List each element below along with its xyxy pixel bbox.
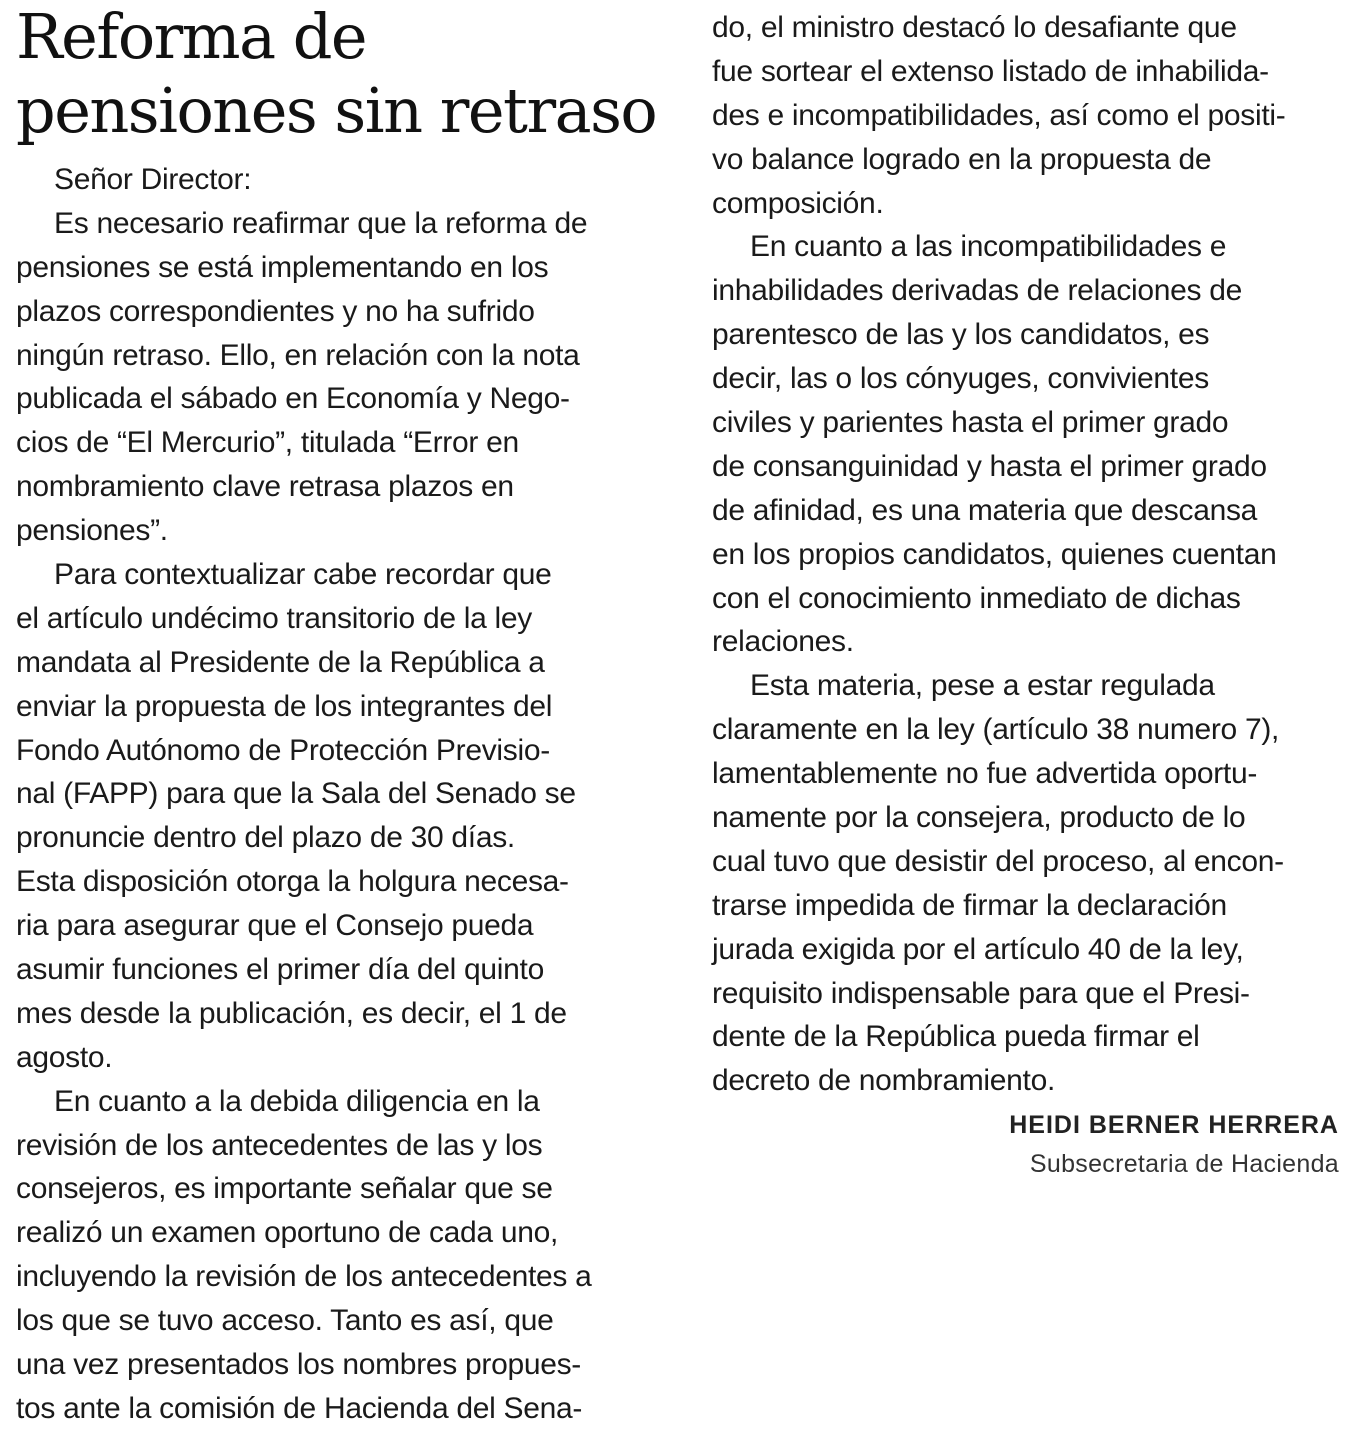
author-name: HEIDI BERNER HERRERA — [1009, 1111, 1339, 1139]
text-line: fue sortear el extenso listado de inhabilida- — [712, 54, 1269, 88]
text-line: plazos correspondientes y no ha sufrido — [16, 294, 535, 328]
text-line: cual tuvo que desistir del proceso, al encon- — [712, 844, 1284, 878]
text-line: mandata al Presidente de la República a — [16, 645, 545, 679]
left-column — [16, 158, 656, 1431]
text-line: pensiones se está implementando en los — [16, 250, 549, 284]
text-line: cios de “El Mercurio”, titulada “Error en — [16, 426, 519, 460]
text-line: trarse impedida de firmar la declaración — [712, 888, 1227, 922]
text-line: vo balance logrado en la propuesta de — [712, 142, 1212, 176]
right-column — [712, 6, 1352, 1103]
text-line: Señor Director: — [54, 163, 252, 196]
text-line: agosto. — [16, 1040, 113, 1074]
text-line: ria para asegurar que el Consejo pueda — [16, 909, 534, 943]
text-line: decir, las o los cónyuges, convivientes — [712, 362, 1209, 396]
text-line: Para contextualizar cabe recordar que — [54, 558, 552, 592]
headline-line: pensiones sin retraso — [16, 74, 657, 147]
text-line: publicada el sábado en Economía y Nego- — [16, 382, 570, 416]
text-line: parentesco de las y los candidatos, es — [712, 318, 1210, 352]
text-line: En cuanto a las incompatibilidades e — [750, 230, 1227, 264]
text-line: requisito indispensable para que el Presi- — [712, 976, 1250, 1010]
text-line: revisión de los antecedentes de las y los — [16, 1128, 543, 1162]
text-line: composición. — [712, 186, 884, 220]
text-line: des e incompatibilidades, así como el positi- — [712, 98, 1286, 132]
text-line: decreto de nombramiento. — [712, 1064, 1056, 1098]
author-title: Subsecretaria de Hacienda — [1029, 1150, 1339, 1178]
signature-block — [1009, 1106, 1339, 1184]
text-line: mes desde la publicación, es decir, el 1 de — [16, 996, 567, 1030]
text-line: en los propios candidatos, quienes cuentan — [712, 537, 1277, 571]
text-line: civiles y parientes hasta el primer grado — [712, 406, 1229, 440]
text-line: relaciones. — [712, 625, 854, 659]
text-line: de consanguinidad y hasta el primer grado — [712, 449, 1267, 483]
text-line: do, el ministro destacó lo desafiante que — [712, 11, 1237, 44]
text-line: enviar la propuesta de los integrantes del — [16, 689, 553, 723]
text-line: incluyendo la revisión de los antecedentes a — [16, 1260, 592, 1294]
text-line: lamentablemente no fue advertida oportu- — [712, 757, 1258, 791]
text-line: jurada exigida por el artículo 40 de la ley, — [712, 932, 1244, 966]
text-line: claramente en la ley (artículo 38 numero 7), — [712, 713, 1280, 747]
text-line: Es necesario reafirmar que la reforma de — [54, 206, 588, 240]
text-line: los que se tuvo acceso. Tanto es así, que — [16, 1304, 554, 1338]
text-line: tos ante la comisión de Hacienda del Sena- — [16, 1391, 583, 1425]
text-line: dente de la República pueda firmar el — [712, 1020, 1200, 1054]
text-line: con el conocimiento inmediato de dichas — [712, 581, 1241, 615]
text-line: Esta disposición otorga la holgura necesa- — [16, 865, 569, 899]
text-line: pronuncie dentro del plazo de 30 días. — [16, 821, 515, 855]
text-line: ningún retraso. Ello, en relación con la nota — [16, 338, 580, 372]
text-line: una vez presentados los nombres propues- — [16, 1348, 582, 1382]
text-line: Fondo Autónomo de Protección Previsio- — [16, 733, 550, 767]
text-line: de afinidad, es una materia que descansa — [712, 493, 1258, 527]
text-line: Esta materia, pese a estar regulada — [750, 669, 1215, 703]
text-line: namente por la consejera, producto de lo — [712, 801, 1246, 835]
text-line: el artículo undécimo transitorio de la ley — [16, 601, 533, 635]
text-line: pensiones”. — [16, 514, 168, 548]
text-line: nal (FAPP) para que la Sala del Senado se — [16, 777, 576, 811]
text-line: asumir funciones el primer día del quinto — [16, 953, 544, 987]
text-line: inhabilidades derivadas de relaciones de — [712, 274, 1243, 308]
text-line: consejeros, es importante señalar que se — [16, 1172, 553, 1206]
headline — [16, 0, 676, 148]
headline-line: Reforma de — [16, 0, 367, 73]
text-line: realizó un examen oportuno de cada uno, — [16, 1216, 559, 1250]
text-line: En cuanto a la debida diligencia en la — [54, 1084, 540, 1118]
text-line: nombramiento clave retrasa plazos en — [16, 470, 514, 504]
